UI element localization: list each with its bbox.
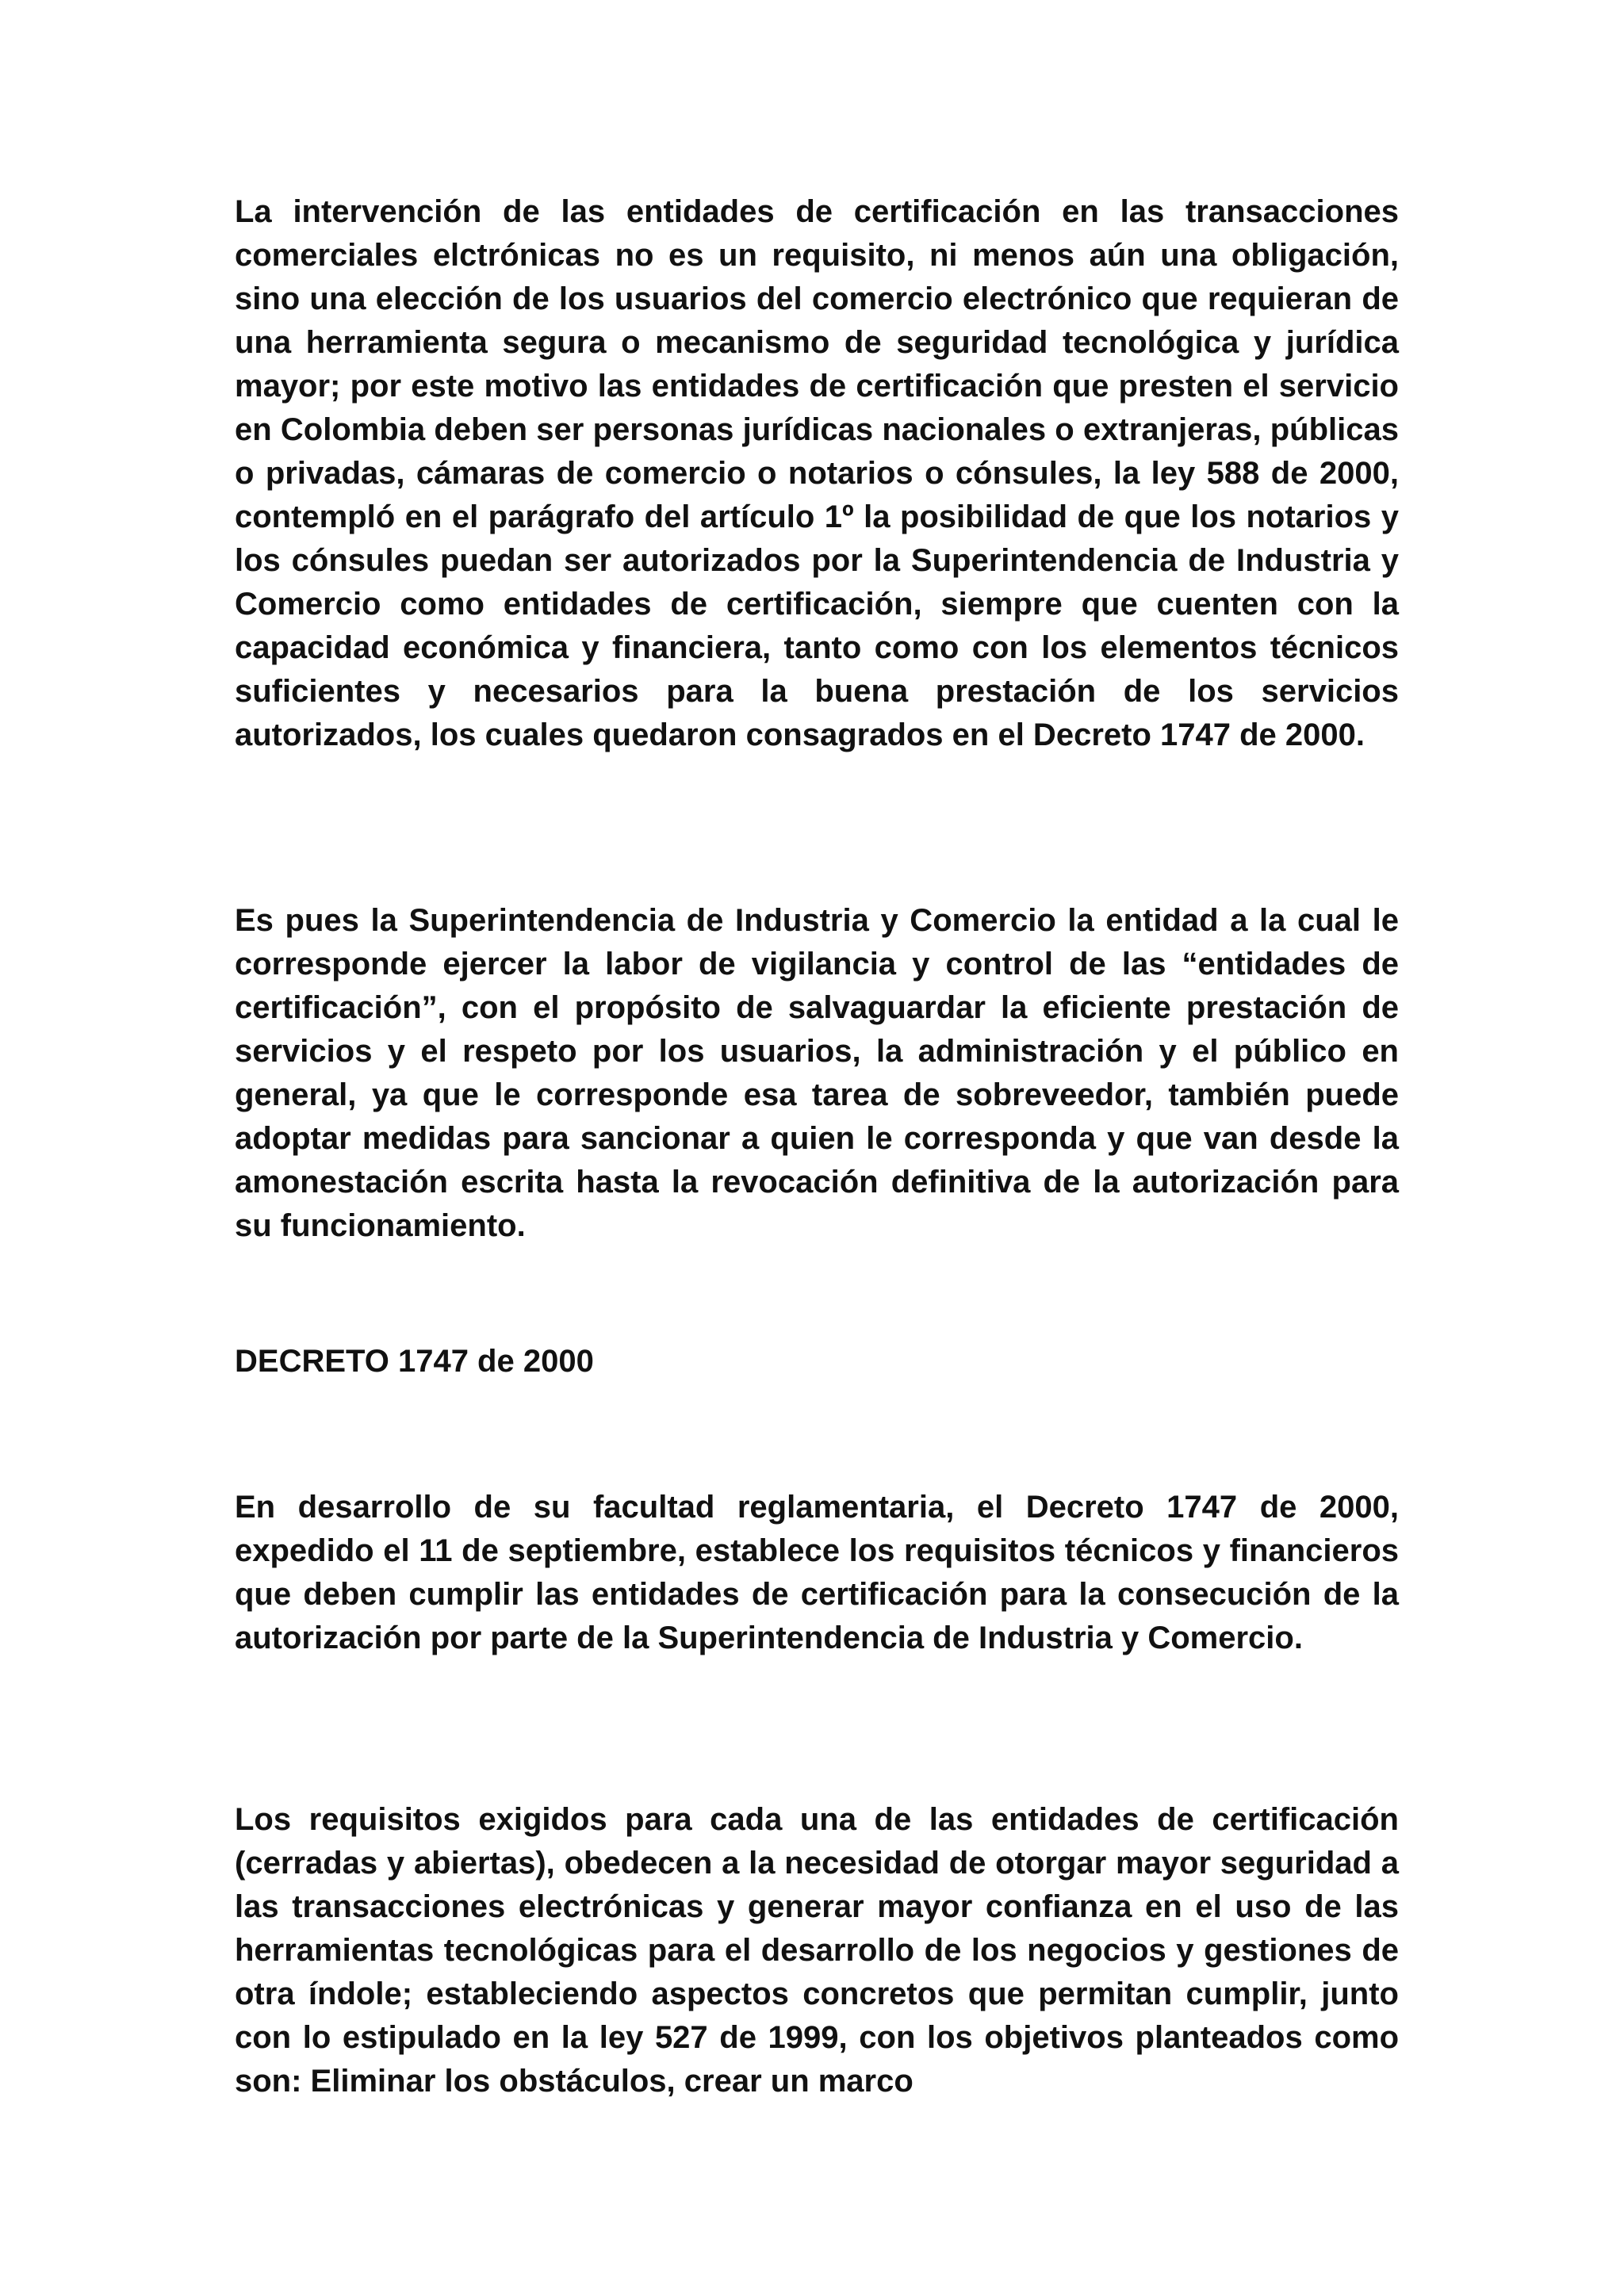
paragraph-facultad-reglamentaria: En desarrollo de su facultad reglamentaria, el Decreto 1747 de 2000, expedido el 11 de septiembre, establece los requisitos técnicos y financieros que deben cumplir las entidades de certificación para la consecución de la autorización por parte de la Superintendencia de Industria y Comercio. — [235, 1490, 1399, 1655]
section-heading-decreto: DECRETO 1747 de 2000 — [235, 1344, 594, 1379]
paragraph-certification-entities: La intervención de las entidades de certificación en las transacciones comerciales elctrónicas no es un requisito, ni menos aún una obligación, sino una elección de los usuarios del comercio electrónico que requieran de una herramienta segura o mecanismo de seguridad tecnológica y jurídica mayor; por este motivo las entidades de certificación que presten el servicio en Colombia deben ser personas jurídicas nacionales o extranjeras, públicas o privadas, cámaras de comercio o notarios o cónsules, la ley 588 de 2000, contempló en el parágrafo del artículo 1º la posibilidad de que los notarios y los cónsules puedan ser autorizados por la Superintendencia de Industria y Comercio como entidades de certificación, siempre que cuenten con la capacidad económica y financiera, tanto como con los elementos técnicos suficientes y necesarios para la buena prestación de los servicios autorizados, los cuales quedaron consagrados en el Decreto 1747 de 2000. — [235, 194, 1399, 752]
paragraph-superintendencia: Es pues la Superintendencia de Industria y Comercio la entidad a la cual le corresponde ejercer la labor de vigilancia y control de las “entidades de certificación”, con el propósito de salvaguardar la eficiente prestación de servicios y el respeto por los usuarios, la administración y el público en general, ya que le corresponde esa tarea de sobreveedor, también puede adoptar medidas para sancionar a quien le corresponda y que van desde la amonestación escrita hasta la revocación definitiva de la autorización para su funcionamiento. — [235, 903, 1399, 1243]
paragraph-requisitos: Los requisitos exigidos para cada una de las entidades de certificación (cerradas y abiertas), obedecen a la necesidad de otorgar mayor seguridad a las transacciones electrónicas y generar mayor confianza en el uso de las herramientas tecnológicas para el desarrollo de los negocios y gestiones de otra índole; estableciendo aspectos concretos que permitan cumplir, junto con lo estipulado en la ley 527 de 1999, con los objetivos planteados como son: Eliminar los obstáculos, crear un marco — [235, 1802, 1399, 2099]
